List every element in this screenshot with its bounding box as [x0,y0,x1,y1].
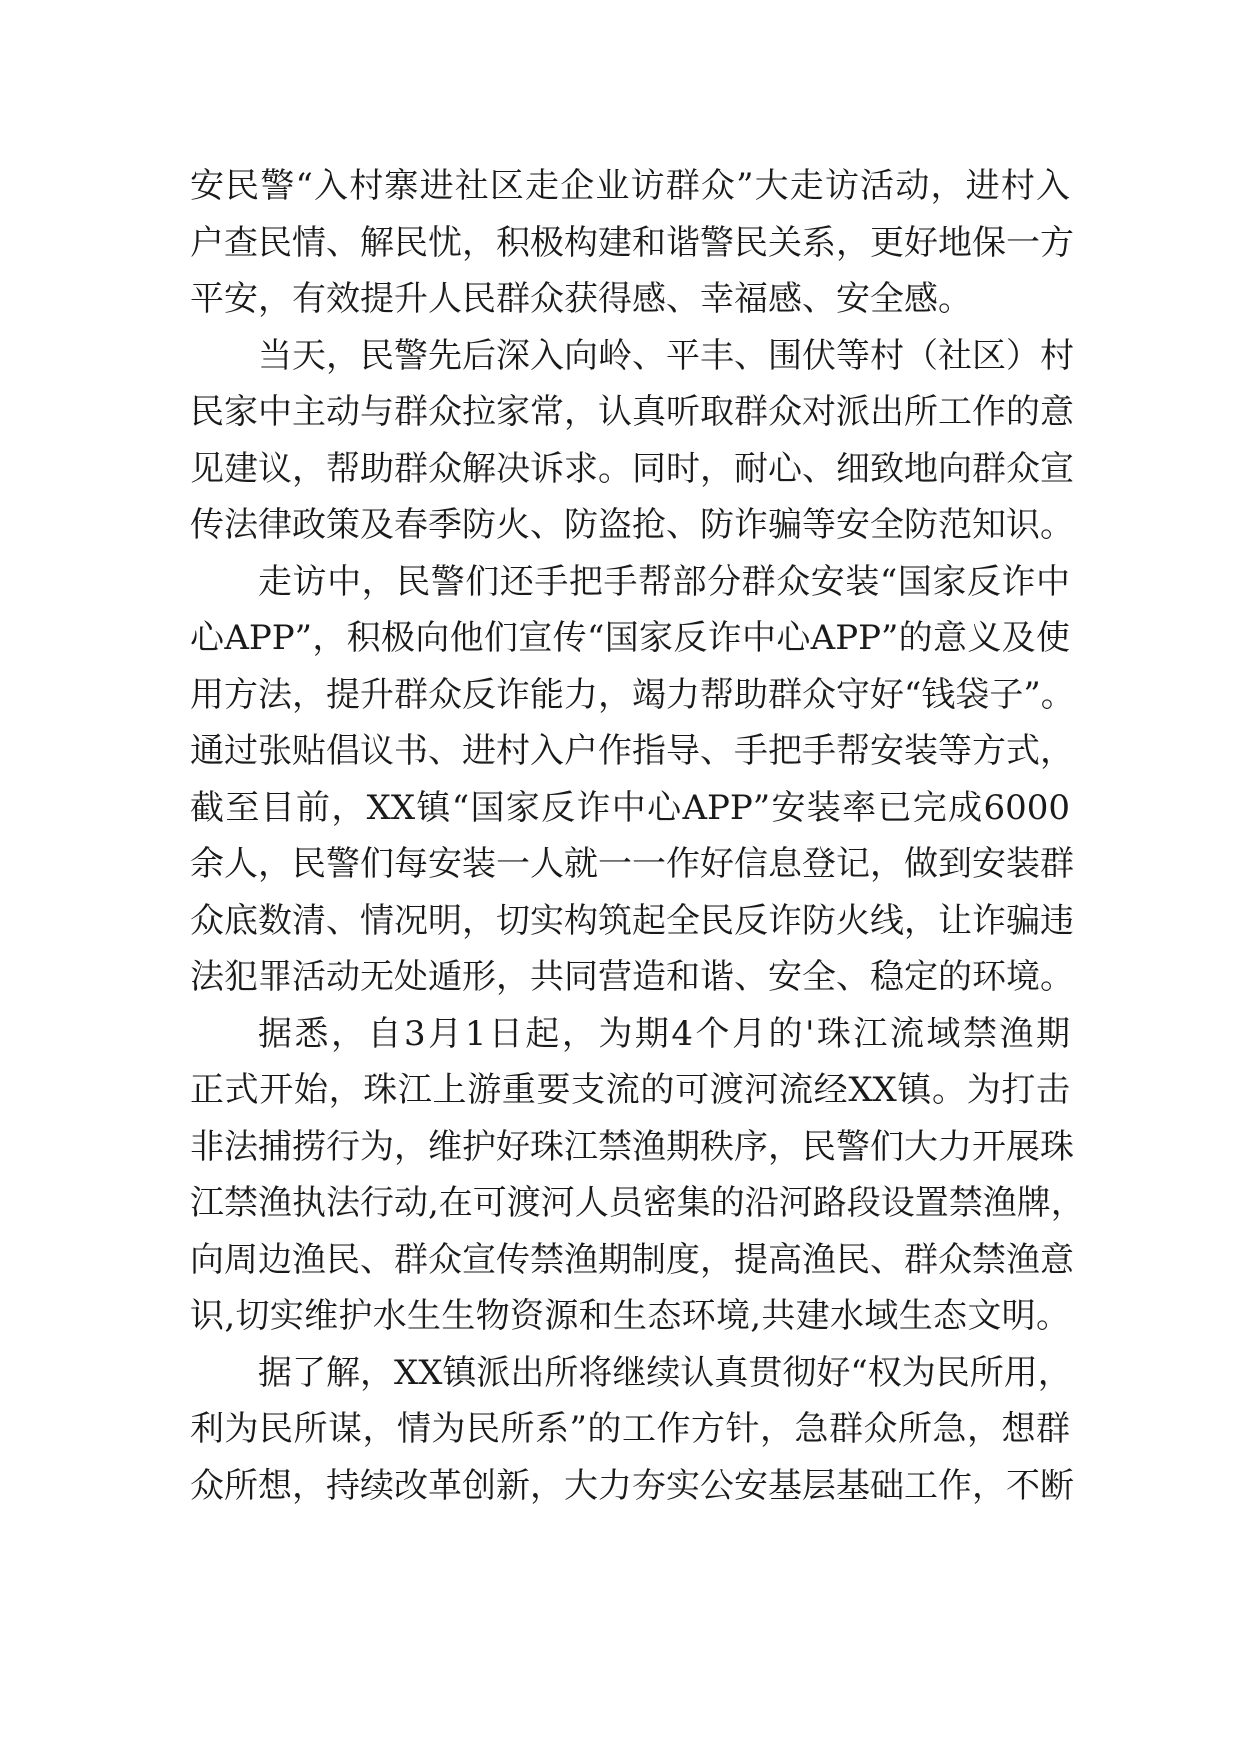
text-line: 据悉，自3月1日起，为期4个月的'珠江流域禁渔期 [258,1013,1070,1054]
text-line: 据了解，XX镇派出所将继续认真贯彻好“权为民所用， [258,1352,1072,1393]
text-line: 走访中，民警们还手把手帮部分群众安装“国家反诈中 [258,561,1070,602]
text-line: 利为民所谋，情为民所系”的工作方针，急群众所急，想群 [190,1409,1070,1449]
text-line: 心APP”，积极向他们宣传“国家反诈中心APP”的意义及使 [190,618,1070,658]
text-line: 民家中主动与群众拉家常，认真听取群众对派出所工作的意 [190,392,1074,432]
text-line: 平安，有效提升人民群众获得感、幸福感、安全感。 [190,279,972,319]
text-line: 众所想，持续改革创新，大力夯实公安基层基础工作，不断 [190,1465,1074,1506]
document-body [190,158,1085,1514]
text-line: 正式开始，珠江上游重要支流的可渡河流经XX镇。为打击 [190,1070,1070,1110]
text-line: 户查民情、解民忧，积极构建和谐警民关系，更好地保一方 [190,222,1074,263]
text-line: 截至目前，XX镇“国家反诈中心APP”安装率已完成6000 [190,787,1070,828]
text-line: 通过张贴倡议书、进村入户作指导、手把手帮安装等方式， [190,731,1074,771]
text-line: 向周边渔民、群众宣传禁渔期制度，提高渔民、群众禁渔意 [190,1239,1074,1280]
text-line: 见建议，帮助群众解决诉求。同时，耐心、细致地向群众宣 [190,448,1074,489]
text-line: 传法律政策及春季防火、防盗抢、防诈骗等安全防范知识。 [190,505,1074,545]
text-line: 余人，民警们每安装一人就一一作好信息登记，做到安装群 [190,844,1074,884]
text-line: 众底数清、情况明，切实构筑起全民反诈防火线，让诈骗违 [190,900,1074,941]
text-line: 江禁渔执法行动,在可渡河人员密集的沿河路段设置禁渔牌， [190,1183,1085,1223]
text-line: 安民警“入村寨进社区走企业访群众”大走访活动，进村入 [190,166,1070,206]
text-line: 非法捕捞行为，维护好珠江禁渔期秩序，民警们大力开展珠 [190,1126,1074,1167]
text-line: 识,切实维护水生生物资源和生态环境,共建水域生态文明。 [190,1296,1070,1336]
text-line: 用方法，提升群众反诈能力，竭力帮助群众守好“钱袋子”。 [190,674,1075,715]
text-line: 法犯罪活动无处遁形，共同营造和谐、安全、稳定的环境。 [190,957,1074,997]
text-line: 当天，民警先后深入向岭、平丰、围伏等村（社区）村 [258,335,1074,376]
